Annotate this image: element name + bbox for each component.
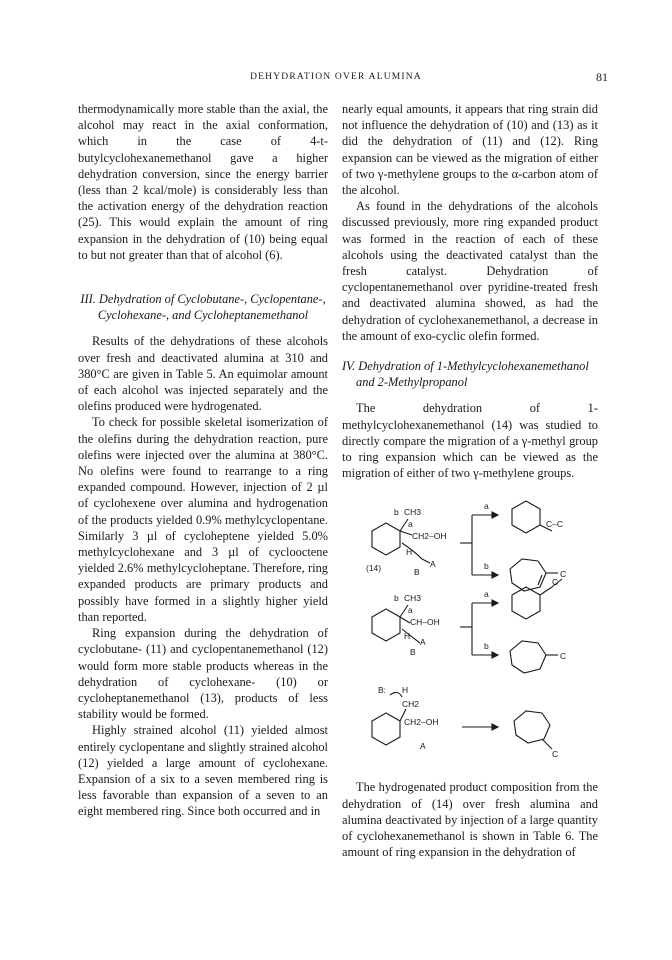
label-a: a [408,519,413,530]
paragraph: The dehydration of 1-methylcyclohexanemethanol (14) was studied to directly compare the migration of a γ-methyl group to ring expansion which can be viewed as the migration of either of two γ-methylene groups. [342,401,598,481]
compound-number: (14) [366,563,382,574]
section-heading: IV. Dehydration of 1-Methylcyclohexanemethanol and 2-Methylpropanol [342,359,589,390]
cyclohexane-ring [372,523,400,555]
right-column [342,101,598,860]
label-b: b [484,641,489,652]
label-ch2-oh: CH2–OH [412,531,447,542]
cycloheptene-ring [510,559,546,591]
paragraph: Highly strained alcohol (11) yielded almost entirely cyclopentane and slightly strained alcohol (12) yielded a large amount of cyclohexane. Expansion of a six to a seven membered ring is less favorable than expansion of a seven to an eight membered ring. Since both occurred and in [78,723,328,819]
reaction-scheme [342,499,598,769]
paragraph: Ring expansion during the dehydration of cyclobutane- (11) and cyclopentanemethanol (12) would form more stable products whereas in the dehydration of cyclohexane- (10) or cycloheptanemethanol (13), products of less stability would be formed. [78,626,328,722]
page-header [0,70,672,88]
label-A: A [420,637,426,648]
left-column [78,101,328,820]
page-number: 81 [596,70,608,84]
label-b-colon: B: [378,685,387,696]
label-h: H [406,547,413,558]
label-b: b [394,593,399,604]
label-a: a [484,589,489,600]
cyclohexane-ring [372,609,400,641]
label-c-c: C–C [546,519,564,530]
label-ch2: CH2 [402,699,420,710]
label-B: B [410,647,416,658]
paragraph: As found in the dehydrations of the alcohols discussed previously, more ring expanded product was formed in the reaction of each of these alcohols using the deactivated catalyst than the fresh catalyst. Dehydration of cyclopentanemethanol over pyridine-treated fresh and deactivated alumina showed, as had the dehydration of cyclohexanemethanol, a decrease in the amount of exo-cyclic olefin formed. [342,199,598,343]
paragraph: To check for possible skeletal isomerization of the olefins during the dehydration reaction, pure olefins were injected over the alumina at 380°C. No olefins were found to rearrange to a ring expanded compound. However, injection of 2 µl of cyclohexene over alumina and hydrogenation of the products yielded 0.9% methylcyclopentane. Similarly 3 µl of cycloheptene yielded 5.0% methylcyclohexane and 3 µl of cyclooctene yielded 2.6% methylcycloheptane. Therefore, ring expanded products are primary products and possibly have formed in a slightly higher yield than reported. [78,415,328,624]
paragraph: The hydrogenated product composition from the dehydration of (14) over fresh alumina and alumina deactivated by injection of a large quantity of cyclohexanemethanol is shown in Table 6. The amount of ring expansion in the dehydration of [342,780,598,860]
label-b-ch3: CH3 [404,507,422,518]
label-c: C [552,749,559,760]
cyclohexene-ring [512,501,540,533]
label-c: C [560,569,567,580]
cycloheptane-ring [514,711,550,743]
label-ch-oh: CH–OH [410,617,440,628]
label-c: C [560,651,567,662]
reaction-scheme-drawing [342,499,598,769]
label-b: b [484,561,489,572]
label-a: a [408,605,413,616]
label-A: A [430,559,436,570]
cycloheptene-ring [510,641,546,673]
paragraph: Results of the dehydrations of these alcohols over fresh and deactivated alumina at 310 and 380°C are given in Table 5. An equimolar amount of each alcohol was injected separately and the olefins produced were hydrogenated. [78,334,328,414]
label-h: H [402,685,409,696]
label-A: A [420,741,426,752]
cyclohexane-ring [372,713,400,745]
paragraph: thermodynamically more stable than the axial, the alcohol may react in the axial conformation, which in the case of 4-t-butylcyclohexanemethanol gave a higher dehydration conversion, since the energy barrier (less than 2 kcal/mole) is considerably less than the activation energy of the dehydration reaction (25). This would explain the amount of ring expansion in the dehydration of (10) being equal to but not greater than that of alcohol (6). [78,102,328,262]
label-B: B [414,567,420,578]
label-ch2-oh: CH2–OH [404,717,439,728]
label-c: C [552,577,559,588]
label-b: b [394,507,399,518]
running-head: DEHYDRATION OVER ALUMINA [250,72,422,82]
label-a: a [484,501,489,512]
paragraph: nearly equal amounts, it appears that ring strain did not influence the dehydration of (10) and (13) as it did the dehydration of (11) and (12). Ring expansion can be viewed as the migration of either of two γ-methylene groups to the α-carbon atom of the alcohol. [342,102,598,198]
label-ch3: CH3 [404,593,422,604]
section-heading: III. Dehydration of Cyclobutane-, Cyclopentane-, Cyclohexane-, and Cycloheptanemethanol [80,292,326,323]
label-h: H [404,631,411,642]
cyclohexane-ring [512,587,540,619]
